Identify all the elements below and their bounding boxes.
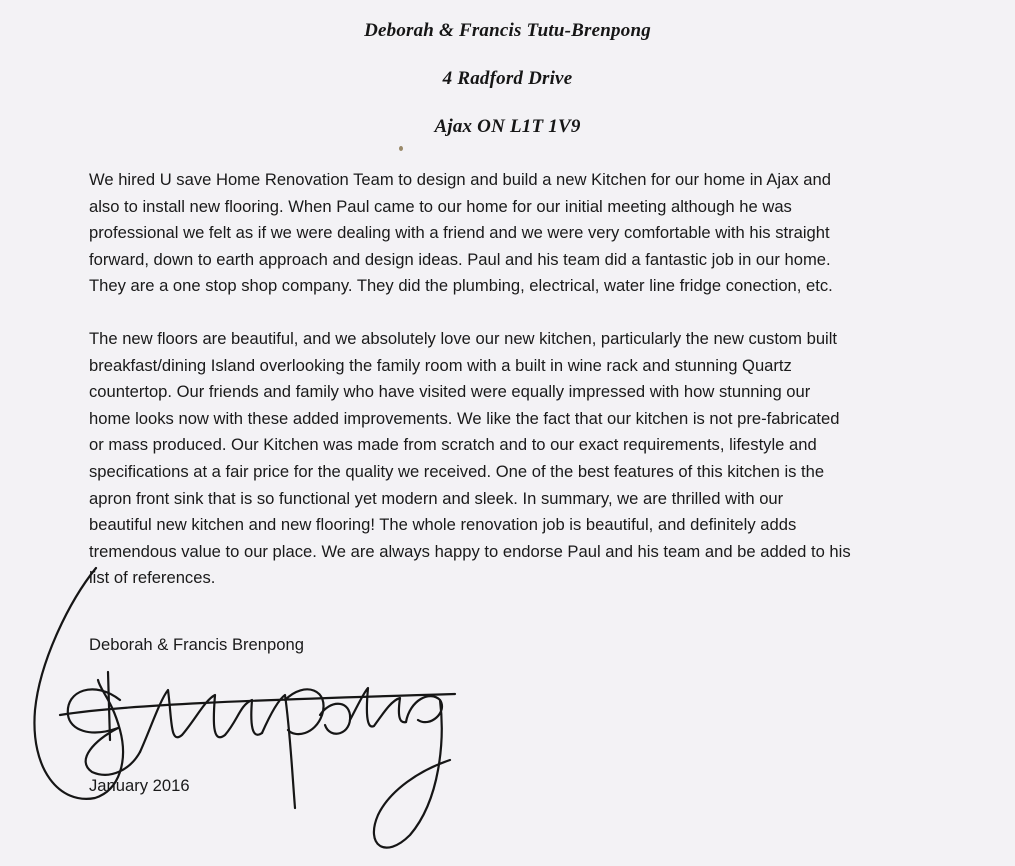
paragraph-line: or mass produced. Our Kitchen was made from scratch and to our exact requirements, lifestyle and	[89, 435, 817, 455]
sender-street: 4 Radford Drive	[442, 68, 573, 89]
signature-o-stroke	[320, 704, 350, 734]
paragraph-line: home looks now with these added improvements. We like the fact that our kitchen is not pre-fabricated	[89, 408, 840, 428]
paragraph-line: apron front sink that is so functional yet modern and sleek. In summary, we are thrilled with our	[89, 488, 784, 508]
paragraph-line: professional we felt as if we were dealing with a friend and we were very comfortable with his straight	[89, 223, 830, 243]
sender-city: Ajax ON L1T 1V9	[434, 116, 581, 137]
signature-b-spine-stroke	[108, 672, 110, 740]
letter-date: January 2016	[89, 776, 190, 795]
signature-g-stroke	[374, 696, 450, 848]
signature-cross-stroke	[60, 694, 455, 715]
paragraph-line: forward, down to earth approach and design ideas. Paul and his team did a fantastic job in our home.	[89, 249, 831, 269]
signature-ren-stroke	[140, 690, 262, 752]
sender-name: Deborah & Francis Tutu-Brenpong	[364, 20, 651, 41]
paragraph-line: The new floors are beautiful, and we absolutely love our new kitchen, particularly the new custom built	[89, 329, 838, 348]
paragraph-line: countertop. Our friends and family who have visited were equally impressed with how stunning our	[89, 382, 811, 402]
paragraph-two	[89, 326, 969, 592]
paragraph-one	[89, 167, 969, 300]
paragraph-line: specifications at a fair price for the quality we received. One of the best features of this kitchen is the	[89, 461, 825, 481]
paragraph-line: also to install new flooring. When Paul came to our home for our initial meeting although he was	[89, 196, 792, 216]
closing-name: Deborah & Francis Brenpong	[89, 635, 304, 654]
paragraph-line: They are a one stop shop company. They did the plumbing, electrical, water line fridge conection, etc.	[89, 276, 833, 296]
paragraph-line: We hired U save Home Renovation Team to design and build a new Kitchen for our home in Ajax and	[89, 170, 831, 189]
paragraph-line: breakfast/dining Island overlooking the family room with a built in wine rack and stunning Quartz	[89, 355, 792, 375]
paragraph-line: tremendous value to our place. We are always happy to endorse Paul and his team and be added to his	[89, 541, 851, 561]
paragraph-line: list of references.	[89, 568, 216, 588]
signature-loop-stroke	[34, 568, 123, 799]
signature-p-stroke	[262, 689, 324, 808]
signature-n-stroke	[350, 688, 406, 727]
paragraph-line: beautiful new kitchen and new flooring! The whole renovation job is beautiful, and definitely adds	[89, 515, 797, 535]
signature-b-stroke	[68, 689, 140, 774]
paper-speck	[399, 146, 403, 151]
